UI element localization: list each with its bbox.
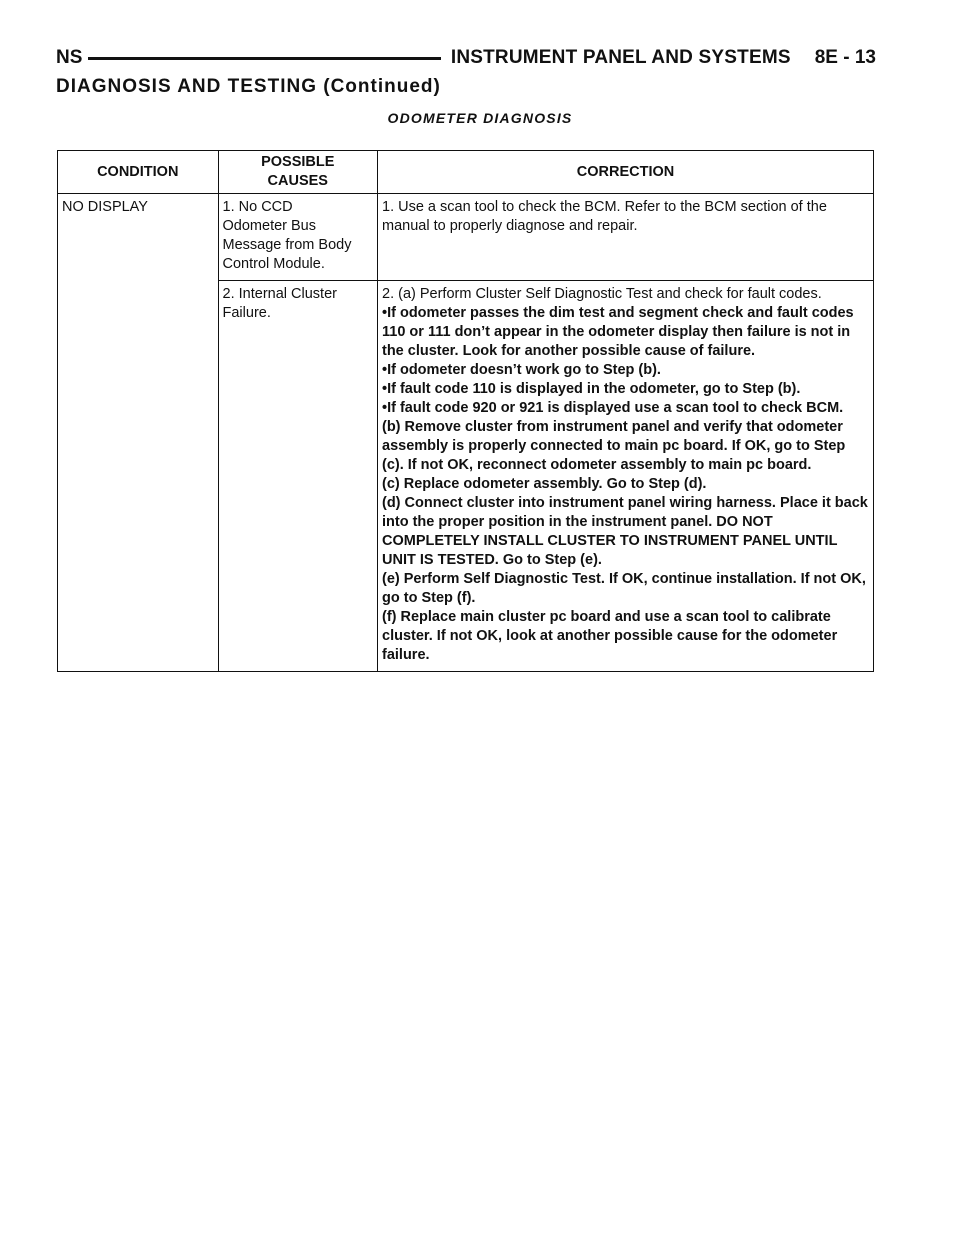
correction-bullet: •If fault code 110 is displayed in the odometer, go to Step (b). <box>382 381 801 397</box>
header-correction: CORRECTION <box>378 151 874 194</box>
cause-cell <box>218 194 377 281</box>
correction-step: (e) Perform Self Diagnostic Test. If OK, continue installation. If not OK, go to Step (f). <box>382 571 866 606</box>
cause-line: 2. Internal Cluster <box>222 286 337 302</box>
cause-line: 1. No CCD <box>222 199 293 215</box>
correction-step: (f) Replace main cluster pc board and use a scan tool to calibrate cluster. If not OK, look at another possible cause for the odometer failure. <box>382 609 838 663</box>
cause-line: Failure. <box>222 305 271 321</box>
correction-step: (d) Connect cluster into instrument panel wiring harness. Place it back into the proper position in the instrument panel. DO NOT COMPLETELY INSTALL CLUSTER TO INSTRUMENT PANEL UNTIL UNIT IS TESTED. Go to Step (e). <box>382 495 868 568</box>
header-title: INSTRUMENT PANEL AND SYSTEMS <box>450 47 791 68</box>
cause-line: Control Module. <box>222 256 325 272</box>
header-rule <box>88 57 440 60</box>
bullet-icon: • <box>382 400 388 416</box>
correction-step: (b) Remove cluster from instrument panel and verify that odometer assembly is properly connected to main pc board. If OK, go to Step (c). If not OK, reconnect odometer assembly to main pc board. <box>382 419 846 473</box>
correction-cell <box>378 194 874 281</box>
header-condition: CONDITION <box>58 151 219 194</box>
bullet-icon: • <box>382 305 388 321</box>
correction-step: (c) Replace odometer assembly. Go to Step (d). <box>382 476 707 492</box>
cause-line: Odometer Bus <box>222 218 317 234</box>
section-title: DIAGNOSIS AND TESTING (Continued) <box>56 76 441 97</box>
header-causes-line2: CAUSES <box>267 173 328 189</box>
header-possible-causes <box>218 151 377 194</box>
correction-bullet: •If fault code 920 or 921 is displayed use a scan tool to check BCM. <box>382 400 844 416</box>
bullet-icon: • <box>382 381 388 397</box>
correction-text: 2. (a) Perform Cluster Self Diagnostic Test and check for fault codes. <box>382 286 822 302</box>
cause-line: Message from Body <box>222 237 352 253</box>
header-causes-line1: POSSIBLE <box>261 154 335 170</box>
bullet-icon: • <box>382 362 388 378</box>
correction-bullet: •If odometer doesn’t work go to Step (b). <box>382 362 661 378</box>
odometer-diagnosis-table <box>57 150 874 672</box>
correction-bullet: •If odometer passes the dim test and segment check and fault codes 110 or 111 don’t appear in the odometer display then failure is not in the cluster. Look for another possible cause of failure. <box>382 305 854 359</box>
page-header <box>56 44 876 72</box>
header-model-code: NS <box>56 47 83 68</box>
page-number: 8E - 13 <box>814 47 876 68</box>
condition-cell: NO DISPLAY <box>58 194 219 672</box>
cause-cell <box>218 281 377 672</box>
table-header-row <box>58 151 874 194</box>
correction-cell <box>378 281 874 672</box>
table-title: ODOMETER DIAGNOSIS <box>387 110 573 126</box>
table-row <box>58 194 874 281</box>
correction-text: 1. Use a scan tool to check the BCM. Refer to the BCM section of the manual to properly diagnose and repair. <box>382 199 827 234</box>
